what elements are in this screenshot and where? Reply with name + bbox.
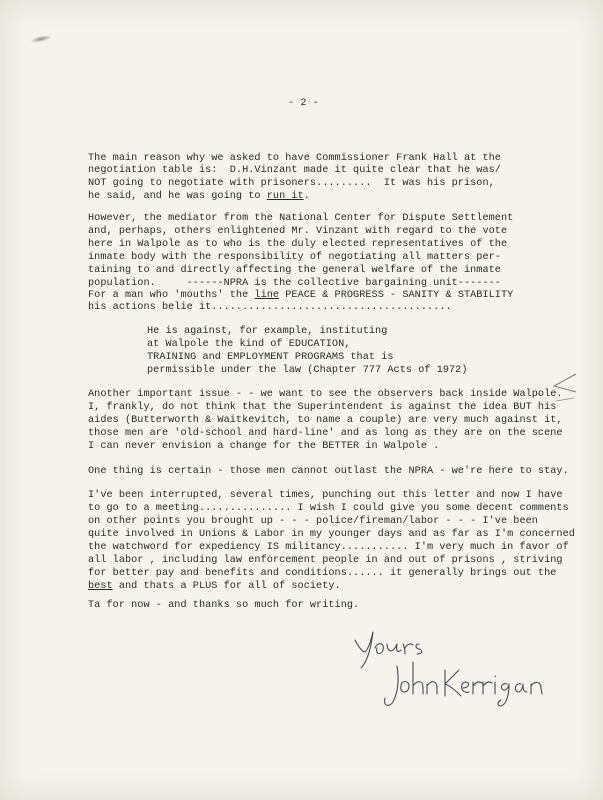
paragraph3-line5: I can never envision a change for the BETTER in Walpole . [88, 441, 440, 452]
line-underlined: line [254, 290, 280, 301]
run-it-underlined: run it [266, 191, 304, 202]
paragraph2-line2: and, perhaps, others enlightened Mr. Vinzant with regard to the vote [88, 226, 508, 237]
paragraph2-line6: population. ------NPRA is the collective bargaining unit------- [88, 278, 501, 289]
closing-line: Ta for now - and thanks so much for writing. [88, 600, 360, 611]
paragraph3-line2: I, frankly, do not think that the Superintendent is against the idea BUT his [88, 402, 557, 413]
ink-smudge [30, 34, 53, 44]
paragraph5-line7: for better pay and benefits and conditions...... it generally brings out the [88, 568, 557, 579]
paragraph5-line3: on other points you brought up - - - police/fireman/labor - - - I've been [88, 516, 538, 527]
paragraph5-line1: I've been interrupted, several times, punching out this letter and now I have [88, 490, 563, 501]
indented-line4: permissible under the law (Chapter 777 Acts of 1972) [147, 365, 468, 376]
paragraph2-line3: here in Walpole as to who is the duly elected representatives of the [88, 239, 508, 250]
indented-line3: TRAINING and EMPLOYMENT PROGRAMS that is [147, 352, 394, 363]
paragraph3-line4: those men are 'old-school and hard-line' and as long as they are on the scene [88, 428, 563, 439]
indented-line1: He is against, for example, instituting [147, 326, 388, 337]
paragraph5-line8: best and thats a PLUS for all of society. [88, 581, 341, 592]
handwritten-signature [345, 618, 545, 713]
paragraph1-line1: The main reason why we asked to have Commissioner Frank Hall at the [88, 153, 501, 164]
paragraph5-line6: all labor , including law enforcement people in and out of prisons , striving [88, 555, 563, 566]
paragraph2-line1: However, the mediator from the National Center for Dispute Settlement [88, 213, 514, 224]
margin-check-mark [550, 370, 580, 410]
paragraph5-line5: the watchword for expediency IS militancy........... I'm very much in favor of [88, 542, 569, 553]
paragraph3-line1: Another important issue - - we want to see the observers back inside Walpole. [88, 389, 563, 400]
paragraph4: One thing is certain - those men cannot outlast the NPRA - we're here to stay. [88, 466, 569, 477]
paragraph2-line7: For a man who 'mouths' the line PEACE & PROGRESS - SANITY & STABILITY [88, 290, 514, 301]
paragraph2-line5: taining to and directly affecting the general welfare of the inmate [88, 265, 501, 276]
paragraph2-line8: his actions belie it....................................... [88, 302, 452, 313]
paragraph5-line4: quite involved in Unions & Labor in my younger days and as far as I'm concerned [88, 529, 575, 540]
paragraph5-line2: to go to a meeting............... I wish I could give you some decent comments [88, 503, 569, 514]
paragraph1-line2: negotiation table is: D.H.Vinzant made it quite clear that he was/ [88, 165, 501, 176]
best-underlined: best [88, 581, 113, 592]
paragraph1-line4: he said, and he was going to run it. [88, 191, 310, 202]
paragraph1-line3: NOT going to negotiate with prisoners......... It was his prison, [88, 178, 495, 189]
paragraph2-line4: inmate body with the responsibility of negotiating all matters per- [88, 252, 501, 263]
paragraph3-line3: aides (Butterworth & Waitkevitch, to name a couple) are very much against it, [88, 415, 563, 426]
page-number: - 2 - [288, 98, 319, 109]
indented-line2: at Walpole the kind of EDUCATION, [147, 339, 351, 350]
